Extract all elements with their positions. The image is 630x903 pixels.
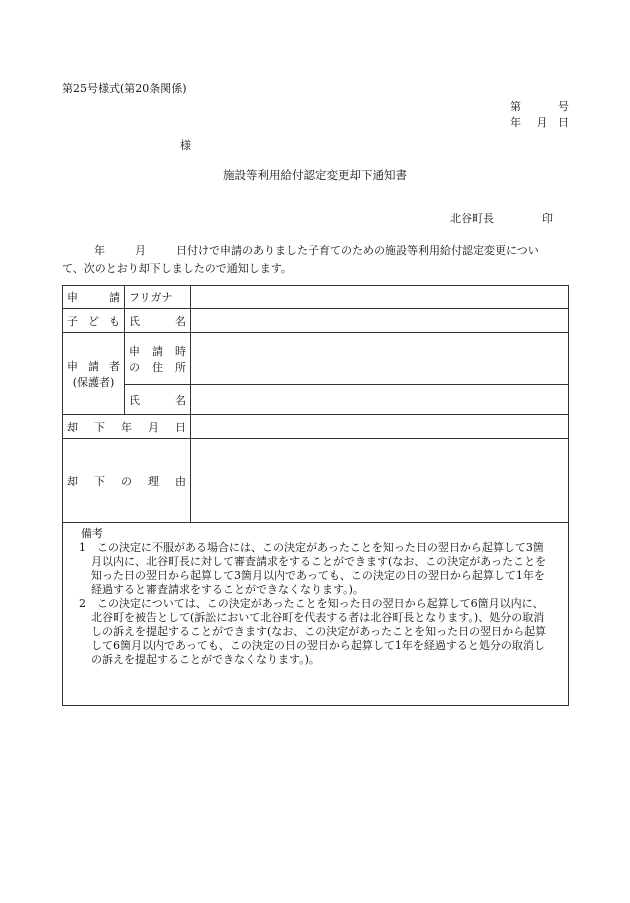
- furigana-label: フリガナ: [125, 286, 191, 309]
- seal-mark: 印: [542, 212, 553, 225]
- child-label-row1: 申 請: [63, 286, 125, 309]
- rejection-reason-field[interactable]: [191, 439, 569, 523]
- guardian-name-label: 氏 名: [125, 385, 191, 415]
- address-label: 申 請 時 の 住 所: [125, 333, 191, 385]
- document-number-prefix: 第: [510, 100, 521, 113]
- guardian-label: 申 請 者 (保護者): [63, 333, 125, 415]
- remarks-heading: 備考: [81, 527, 103, 540]
- recipient-suffix: 様: [180, 139, 191, 152]
- child-label-row2: 子 ど も: [63, 309, 125, 333]
- year-label: 年: [510, 116, 521, 129]
- document-number-suffix: 号: [558, 100, 569, 113]
- notice-body-line-2: て、次のとおり却下しましたので通知します。: [62, 262, 292, 275]
- rejection-reason-label: 却 下 の 理 由: [63, 439, 191, 523]
- day-label: 日: [558, 116, 569, 129]
- rejection-date-label: 却 下 年 月 日: [63, 415, 191, 439]
- rejection-date-field[interactable]: [191, 415, 569, 439]
- remarks-item-1: 1 この決定に不服がある場合には、この決定があったことを知った日の翌日から起算して3箇月以内に、北谷町長に対して審査請求をすることができます(なお、この決定があったことを知った日の翌日から起算して3箇月以内であっても、この決定の日の翌日から起算して1年を経過すると審査請求をすることができなくなります。)。: [79, 541, 547, 596]
- remarks-section: [63, 523, 569, 706]
- issuer-name: 北谷町長: [450, 212, 494, 225]
- form-number: 第25号様式(第20条関係): [62, 82, 187, 95]
- issue-date: [510, 114, 569, 130]
- child-name-label: 氏 名: [125, 309, 191, 333]
- document-number: [510, 98, 569, 114]
- notice-body-line-1: 年 月 日付けで申請のありました子育てのための施設等利用給付認定変更につい: [94, 244, 539, 257]
- document-title: 施設等利用給付認定変更却下通知書: [223, 168, 407, 182]
- remarks-item-2: 2 この決定については、この決定があったことを知った日の翌日から起算して6箇月以内に、北谷町を被告として(訴訟において北谷町を代表する者は北谷町長となります。)、処分の取消しの訴えを提起することができます(なお、この決定があったことを知った日の翌日から起算して6箇月以内であっても、この決定の日の翌日から起算して1年を経過すると処分の取消しの訴えを提起することができなくなります。)。: [79, 597, 547, 666]
- child-furigana-field[interactable]: [191, 286, 569, 309]
- month-label: 月: [536, 116, 548, 129]
- child-name-field[interactable]: [191, 309, 569, 333]
- notice-body: [62, 242, 572, 278]
- guardian-name-field[interactable]: [191, 385, 569, 415]
- guardian-address-field[interactable]: [191, 333, 569, 385]
- issuer: [450, 210, 553, 226]
- notice-form-table: [62, 285, 569, 706]
